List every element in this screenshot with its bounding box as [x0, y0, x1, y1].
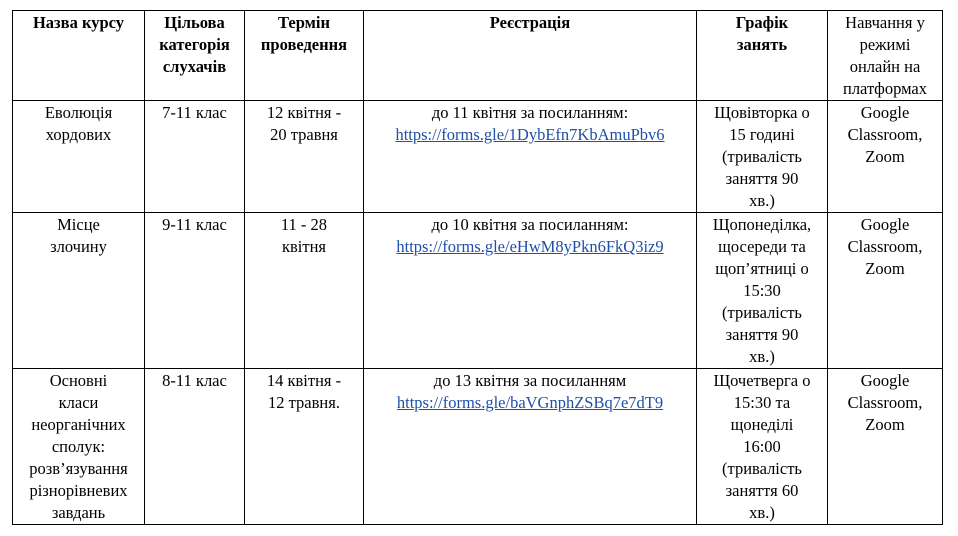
cell-term — [245, 369, 364, 525]
cell-registration — [364, 369, 697, 525]
cell-audience — [145, 369, 245, 525]
cell-course — [13, 101, 145, 213]
table-row — [13, 213, 943, 369]
header-row — [13, 11, 943, 101]
platform-line: Zoom — [865, 147, 905, 166]
schedule-line: 15:30 — [743, 281, 781, 300]
term-line: 20 травня — [270, 125, 338, 144]
schedule-line: 15 годині — [729, 125, 795, 144]
header-registration-line: Реєстрація — [489, 13, 571, 32]
cell-schedule — [697, 101, 828, 213]
cell-schedule — [697, 369, 828, 525]
schedule-line: Щовівторка о — [714, 103, 810, 122]
schedule-line: (тривалість — [722, 303, 802, 322]
cell-course — [13, 213, 145, 369]
header-term — [245, 11, 364, 101]
header-term-line: проведення — [260, 35, 348, 54]
header-platform-line: Навчання у — [845, 13, 925, 32]
header-registration — [364, 11, 697, 101]
header-schedule-line: Графік — [735, 13, 789, 32]
registration-text: до 13 квітня за посиланням — [433, 371, 627, 390]
term-line: квітня — [281, 237, 327, 256]
platform-line: Classroom, — [847, 237, 923, 256]
schedule-line: заняття 90 — [725, 325, 799, 344]
platform-line: Google — [860, 215, 910, 234]
schedule-line: заняття 90 — [725, 169, 799, 188]
schedule-line: щоп’ятниці о — [715, 259, 809, 278]
courses-table — [12, 10, 943, 525]
header-platform-line: платформах — [842, 79, 927, 98]
registration-link[interactable]: https://forms.gle/baVGnphZSBq7e7dT9 — [396, 393, 664, 412]
header-platform-line: онлайн на — [849, 57, 921, 76]
schedule-line: 15:30 та — [733, 393, 791, 412]
platform-line: Google — [860, 103, 910, 122]
platform-line: Zoom — [865, 415, 905, 434]
term-line: 12 травня. — [268, 393, 340, 412]
term-line: 11 - 28 — [280, 215, 328, 234]
term-line: 12 квітня - — [266, 103, 342, 122]
platform-line: Classroom, — [847, 393, 923, 412]
cell-platform — [828, 369, 943, 525]
schedule-line: щонеділі — [730, 415, 794, 434]
header-platform — [828, 11, 943, 101]
cell-term — [245, 101, 364, 213]
header-audience-line: Цільова — [164, 13, 225, 32]
course-name-line: неорганічних — [31, 415, 126, 434]
audience-line: 9-11 клас — [162, 215, 227, 234]
audience-line: 7-11 клас — [162, 103, 227, 122]
course-name-line: класи — [58, 393, 99, 412]
cell-platform — [828, 213, 943, 369]
platform-line: Google — [860, 371, 910, 390]
header-term-line: Термін — [278, 13, 330, 32]
schedule-line: Щочетверга о — [713, 371, 811, 390]
course-name-line: розв’язування — [29, 459, 128, 478]
header-audience — [145, 11, 245, 101]
course-name-line: сполук: — [51, 437, 106, 456]
cell-schedule — [697, 213, 828, 369]
schedule-line: (тривалість — [722, 147, 802, 166]
table-row — [13, 369, 943, 525]
term-line: 14 квітня - — [266, 371, 342, 390]
cell-registration — [364, 213, 697, 369]
header-audience-line: категорія — [159, 35, 230, 54]
course-name-line: Основні — [49, 371, 108, 390]
course-name-line: Місце — [57, 215, 100, 234]
platform-line: Zoom — [865, 259, 905, 278]
cell-audience — [145, 101, 245, 213]
course-name-line: різнорівневих — [29, 481, 128, 500]
course-name-line: хордових — [45, 125, 112, 144]
schedule-line: хв.) — [749, 191, 775, 210]
schedule-line: хв.) — [749, 503, 775, 522]
header-schedule-line: занять — [736, 35, 788, 54]
course-name-line: завдань — [51, 503, 106, 522]
registration-link[interactable]: https://forms.gle/eHwM8yPkn6FkQ3iz9 — [396, 237, 664, 256]
schedule-line: заняття 60 — [725, 481, 799, 500]
schedule-line: 16:00 — [743, 437, 781, 456]
cell-registration — [364, 101, 697, 213]
cell-term — [245, 213, 364, 369]
cell-course — [13, 369, 145, 525]
course-name-line: злочину — [50, 237, 107, 256]
header-platform-line: режимі — [859, 35, 911, 54]
registration-link[interactable]: https://forms.gle/1DybEfn7KbAmuPbv6 — [395, 125, 665, 144]
registration-text: до 10 квітня за посиланням: — [431, 215, 629, 234]
schedule-line: щосереди та — [718, 237, 806, 256]
cell-audience — [145, 213, 245, 369]
header-schedule — [697, 11, 828, 101]
header-course-line: Назва курсу — [32, 13, 125, 32]
registration-text: до 11 квітня за посиланням: — [431, 103, 629, 122]
schedule-line: (тривалість — [722, 459, 802, 478]
header-audience-line: слухачів — [162, 57, 227, 76]
table-row — [13, 101, 943, 213]
schedule-line: Щопонеділка, — [712, 215, 812, 234]
schedule-line: хв.) — [749, 347, 775, 366]
cell-platform — [828, 101, 943, 213]
audience-line: 8-11 клас — [162, 371, 227, 390]
platform-line: Classroom, — [847, 125, 923, 144]
header-course — [13, 11, 145, 101]
course-name-line: Еволюція — [44, 103, 113, 122]
